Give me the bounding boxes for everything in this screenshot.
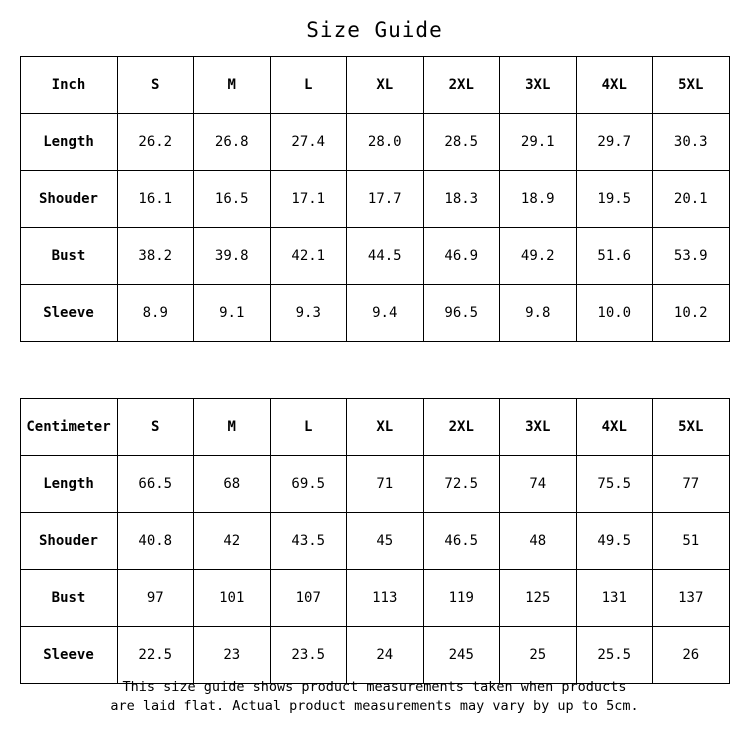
cell-length-m: 68 [194,456,271,513]
size-header-2xl: 2XL [423,399,500,456]
cell-length-4xl: 75.5 [576,456,653,513]
size-header-m: M [194,399,271,456]
cell-shouder-s: 40.8 [117,513,194,570]
cell-sleeve-xl: 24 [347,627,424,684]
size-header-5xl: 5XL [653,399,730,456]
cell-shouder-5xl: 20.1 [653,171,730,228]
cell-length-s: 66.5 [117,456,194,513]
size-table-centimeter [20,398,730,684]
table-row [20,114,729,171]
size-header-3xl: 3XL [500,57,577,114]
cell-length-2xl: 72.5 [423,456,500,513]
cell-shouder-2xl: 46.5 [423,513,500,570]
unit-label-centimeter: Centimeter [20,399,117,456]
cell-sleeve-2xl: 96.5 [423,285,500,342]
cell-shouder-xl: 17.7 [347,171,424,228]
cell-sleeve-3xl: 9.8 [500,285,577,342]
cell-sleeve-xl: 9.4 [347,285,424,342]
table-row [20,627,729,684]
cell-bust-5xl: 137 [653,570,730,627]
cell-bust-s: 97 [117,570,194,627]
cell-sleeve-5xl: 26 [653,627,730,684]
cell-bust-m: 39.8 [194,228,271,285]
cell-bust-4xl: 51.6 [576,228,653,285]
cell-bust-xl: 44.5 [347,228,424,285]
footer-line-2: are laid flat. Actual product measurements may vary by up to 5cm. [110,698,639,714]
row-label-bust: Bust [20,570,117,627]
cell-length-3xl: 29.1 [500,114,577,171]
row-label-shouder: Shouder [20,513,117,570]
cell-sleeve-5xl: 10.2 [653,285,730,342]
cell-length-5xl: 30.3 [653,114,730,171]
cell-bust-5xl: 53.9 [653,228,730,285]
row-label-sleeve: Sleeve [20,627,117,684]
cell-sleeve-m: 9.1 [194,285,271,342]
table-row [20,171,729,228]
cell-length-2xl: 28.5 [423,114,500,171]
cell-shouder-3xl: 48 [500,513,577,570]
size-header-4xl: 4XL [576,57,653,114]
size-table-inch [20,56,730,342]
cell-sleeve-s: 22.5 [117,627,194,684]
size-header-l: L [270,57,347,114]
cell-length-s: 26.2 [117,114,194,171]
table-gap-spacer [0,342,749,398]
cell-bust-2xl: 119 [423,570,500,627]
row-label-length: Length [20,456,117,513]
cell-length-4xl: 29.7 [576,114,653,171]
size-header-4xl: 4XL [576,399,653,456]
cell-sleeve-4xl: 25.5 [576,627,653,684]
cell-shouder-m: 42 [194,513,271,570]
size-header-l: L [270,399,347,456]
cell-sleeve-2xl: 245 [423,627,500,684]
cell-length-l: 69.5 [270,456,347,513]
size-header-5xl: 5XL [653,57,730,114]
cell-length-5xl: 77 [653,456,730,513]
cell-shouder-xl: 45 [347,513,424,570]
cell-shouder-5xl: 51 [653,513,730,570]
cell-bust-4xl: 131 [576,570,653,627]
row-label-shouder: Shouder [20,171,117,228]
cell-sleeve-m: 23 [194,627,271,684]
row-label-bust: Bust [20,228,117,285]
row-label-sleeve: Sleeve [20,285,117,342]
cell-sleeve-4xl: 10.0 [576,285,653,342]
table-row [20,570,729,627]
cell-length-l: 27.4 [270,114,347,171]
cell-shouder-4xl: 49.5 [576,513,653,570]
cell-bust-l: 42.1 [270,228,347,285]
size-header-m: M [194,57,271,114]
cell-sleeve-l: 9.3 [270,285,347,342]
page-title: Size Guide [306,18,443,42]
cell-length-xl: 28.0 [347,114,424,171]
cell-shouder-l: 17.1 [270,171,347,228]
cell-length-m: 26.8 [194,114,271,171]
cell-bust-3xl: 125 [500,570,577,627]
cell-length-3xl: 74 [500,456,577,513]
cell-shouder-3xl: 18.9 [500,171,577,228]
table-row [20,513,729,570]
cell-bust-m: 101 [194,570,271,627]
table-row [20,456,729,513]
cell-shouder-l: 43.5 [270,513,347,570]
cell-bust-3xl: 49.2 [500,228,577,285]
cell-bust-xl: 113 [347,570,424,627]
footer-note [0,678,749,716]
size-header-s: S [117,57,194,114]
table-header-row [20,399,729,456]
cell-sleeve-3xl: 25 [500,627,577,684]
size-header-3xl: 3XL [500,399,577,456]
footer-line-1: This size guide shows product measurements taken when products [122,679,627,695]
cell-bust-l: 107 [270,570,347,627]
size-header-s: S [117,399,194,456]
cell-shouder-s: 16.1 [117,171,194,228]
unit-label-inch: Inch [20,57,117,114]
table-header-row [20,57,729,114]
cell-length-xl: 71 [347,456,424,513]
cell-shouder-2xl: 18.3 [423,171,500,228]
cell-sleeve-l: 23.5 [270,627,347,684]
row-label-length: Length [20,114,117,171]
cell-shouder-m: 16.5 [194,171,271,228]
size-header-2xl: 2XL [423,57,500,114]
table-row [20,228,729,285]
cell-shouder-4xl: 19.5 [576,171,653,228]
table-row [20,285,729,342]
size-header-xl: XL [347,57,424,114]
cell-sleeve-s: 8.9 [117,285,194,342]
size-header-xl: XL [347,399,424,456]
cell-bust-s: 38.2 [117,228,194,285]
cell-bust-2xl: 46.9 [423,228,500,285]
